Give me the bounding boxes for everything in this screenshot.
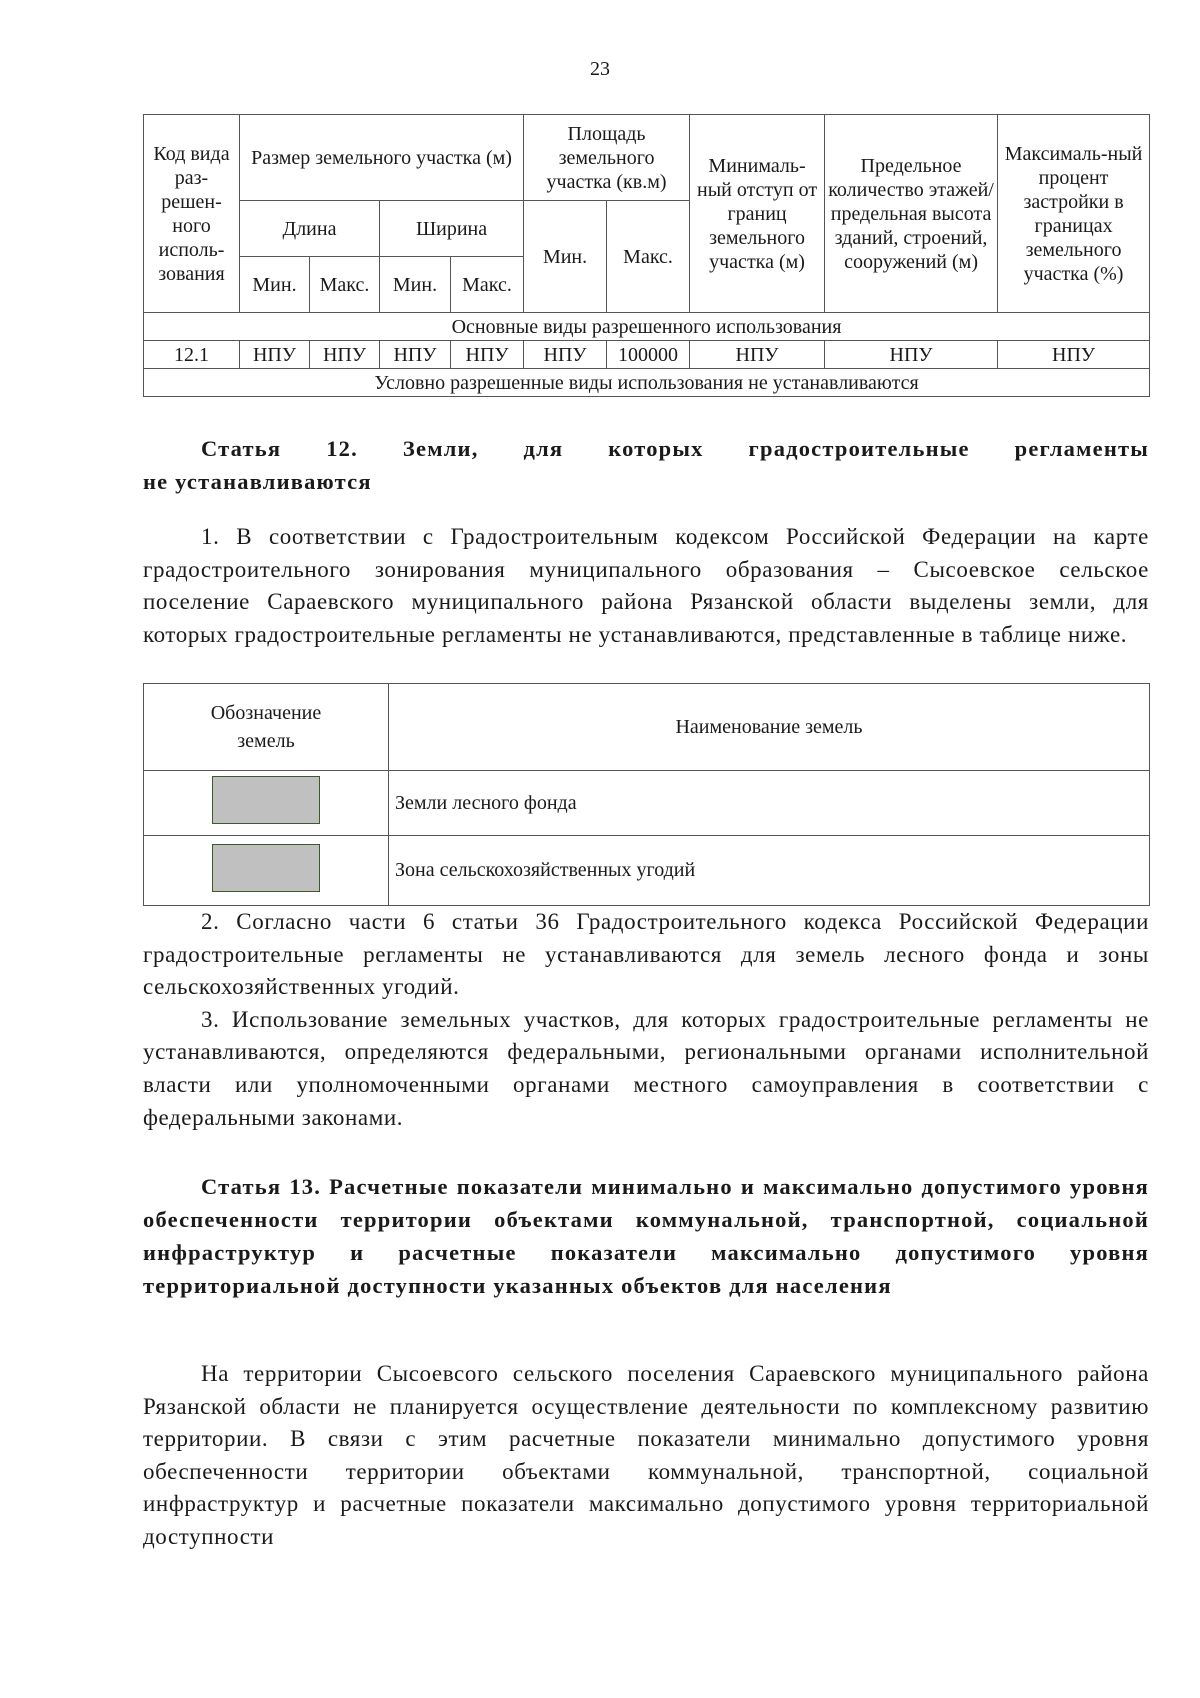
header-size: Размер земельного участка (м)	[240, 115, 524, 201]
table-cell: НПУ	[825, 341, 998, 369]
main-types-row: Основные виды разрешенного использования	[144, 313, 1150, 341]
lands-name-cell: Земли лесного фонда	[389, 771, 1150, 836]
header-width-min: Мин.	[380, 257, 451, 313]
lands-header-symbol: Обозначение земель	[144, 684, 389, 771]
table-cell: НПУ	[998, 341, 1150, 369]
header-setback: Минималь-ный отступ от границ земельного участка (м)	[690, 115, 825, 313]
conditional-types-row: Условно разрешенные виды использования не устанавливаются	[144, 369, 1150, 397]
header-length: Длина	[240, 201, 380, 257]
article-13-title	[143, 1170, 1149, 1302]
header-area-max: Макс.	[607, 201, 690, 313]
regulation-table	[143, 114, 1150, 397]
lands-header-name: Наименование земель	[389, 684, 1150, 771]
header-width-max: Макс.	[451, 257, 524, 313]
table-cell: НПУ	[240, 341, 310, 369]
header-length-min: Мин.	[240, 257, 310, 313]
header-percent: Максималь-ный процент застройки в границах земельного участка (%)	[998, 115, 1150, 313]
forest-land-swatch	[212, 776, 320, 824]
paragraph-text: На территории Сысоевсого сельского поселения Сараевского муниципального района Рязанской области не планируется осуществление деятельности по комплексному развитию территории. В связи с этим расчетные показатели минимально допустимого уровня обеспеченности территории объектами коммунальной, транспортной, социальной инфраструктур и расчетные показатели максимально допустимого уровня территориальной доступности	[143, 1361, 1149, 1549]
agricultural-land-swatch	[212, 844, 320, 892]
header-code: Код вида раз-решен-ного исполь-зования	[144, 115, 240, 313]
article-12-title-line-1: Статья 12. Земли, для которых градостроительные регламенты	[201, 436, 1149, 461]
header-area: Площадь земельного участка (кв.м)	[524, 115, 690, 201]
article-12-title-line-2: не устанавливаются	[143, 469, 372, 494]
table-cell: НПУ	[380, 341, 451, 369]
article-13-paragraph-1	[143, 1358, 1149, 1554]
paragraph-text: 1. В соответствии с Градостроительным кодексом Российской Федерации на карте градостроительного зонирования муниципального образования – Сысоевское сельское поселение Сараевского муниципального района Рязанской области выделены земли, для которых градостроительные регламенты не устанавливаются, представленные в таблице ниже.	[143, 524, 1149, 647]
article-12-title	[143, 432, 1149, 498]
lands-symbol-cell	[144, 836, 389, 906]
page-number: 23	[590, 58, 610, 80]
lands-name-cell: Зона сельскохозяйственных угодий	[389, 836, 1150, 906]
header-length-max: Макс.	[310, 257, 380, 313]
table-cell: 12.1	[144, 341, 240, 369]
table-cell: НПУ	[310, 341, 380, 369]
lands-symbol-cell	[144, 771, 389, 836]
article-12-paragraph-1	[143, 521, 1149, 651]
table-cell: 100000	[607, 341, 690, 369]
header-floors: Предельное количество этажей/ предельная высота зданий, строений, сооружений (м)	[825, 115, 998, 313]
header-width: Ширина	[380, 201, 524, 257]
article-12-paragraphs	[143, 906, 1149, 1134]
paragraph-text: 2. Согласно части 6 статьи 36 Градостроительного кодекса Российской Федерации градостроительные регламенты не устанавливаются для земель лесного фонда и зоны сельскохозяйственных угодий.	[143, 909, 1149, 1000]
lands-table	[143, 683, 1150, 906]
paragraph-text: 3. Использование земельных участков, для которых градостроительные регламенты не устанавливаются, определяются федеральными, региональными органами исполнительной власти или уполномоченными органами местного самоуправления в соответствии с федеральными законами.	[143, 1006, 1149, 1130]
table-cell: НПУ	[451, 341, 524, 369]
header-area-min: Мин.	[524, 201, 607, 313]
table-cell: НПУ	[690, 341, 825, 369]
article-13-title-text: Статья 13. Расчетные показатели минимально и максимально допустимого уровня обеспеченности территории объектами коммунальной, транспортной, социальной инфраструктур и расчетные показатели максимально допустимого уровня территориальной доступности указанных объектов для населения	[143, 1174, 1149, 1298]
table-cell: НПУ	[524, 341, 607, 369]
